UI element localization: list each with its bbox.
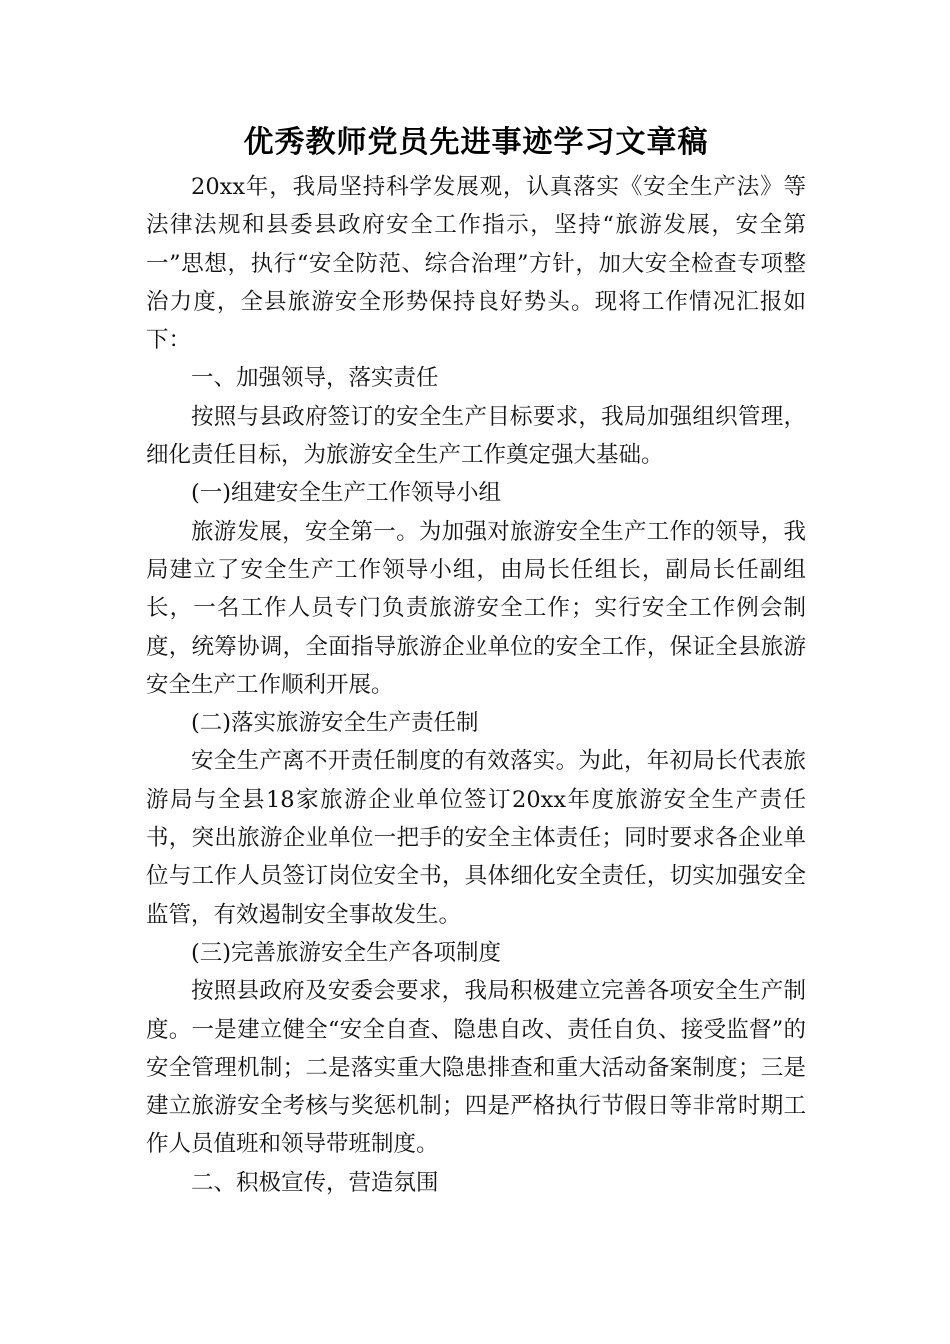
document-title: 优秀教师党员先进事迹学习文章稿 <box>243 125 709 160</box>
intro-paragraph: 20xx年，我局坚持科学发展观，认真落实《安全生产法》等法律法规和县委县政府安全工作指示，坚持“旅游发展，安全第一”思想，执行“安全防范、综合治理”方针，加大安全检查专项整治力度，全县旅游安全形势保持良好势头。现将工作情况汇报如下： <box>146 174 806 354</box>
section-heading-2: 二、积极宣传，营造氛围 <box>191 1169 439 1196</box>
body-paragraph: 按照县政府及安委会要求，我局积极建立完善各项安全生产制度。一是建立健全“安全自查、隐患自改、责任自负、接受监督”的安全管理机制；二是落实重大隐患排查和重大活动备案制度；三是建立旅游安全考核与奖惩机制；四是严格执行节假日等非常时期工作人员值班和领导带班制度。 <box>146 978 806 1158</box>
section-heading-1: 一、加强领导，落实责任 <box>191 365 439 392</box>
subsection-heading-1: (一)组建安全生产工作领导小组 <box>191 480 502 507</box>
subsection-heading-2: (二)落实旅游安全生产责任制 <box>191 710 479 737</box>
subsection-heading-3: (三)完善旅游安全生产各项制度 <box>191 939 502 966</box>
body-paragraph: 按照与县政府签订的安全生产目标要求，我局加强组织管理，细化责任目标，为旅游安全生产工作奠定强大基础。 <box>146 403 806 469</box>
document-page <box>146 118 806 1202</box>
body-paragraph: 旅游发展，安全第一。为加强对旅游安全生产工作的领导，我局建立了安全生产工作领导小组，由局长任组长，副局长任副组长，一名工作人员专门负责旅游安全工作；实行安全工作例会制度，统筹协调，全面指导旅游企业单位的安全工作，保证全县旅游安全生产工作顺利开展。 <box>146 518 806 698</box>
body-paragraph: 安全生产离不开责任制度的有效落实。为此，年初局长代表旅游局与全县18家旅游企业单位签订20xx年度旅游安全生产责任书，突出旅游企业单位一把手的安全主体责任；同时要求各企业单位与工作人员签订岗位安全书，具体细化安全责任，切实加强安全监管，有效遏制安全事故发生。 <box>146 748 806 928</box>
